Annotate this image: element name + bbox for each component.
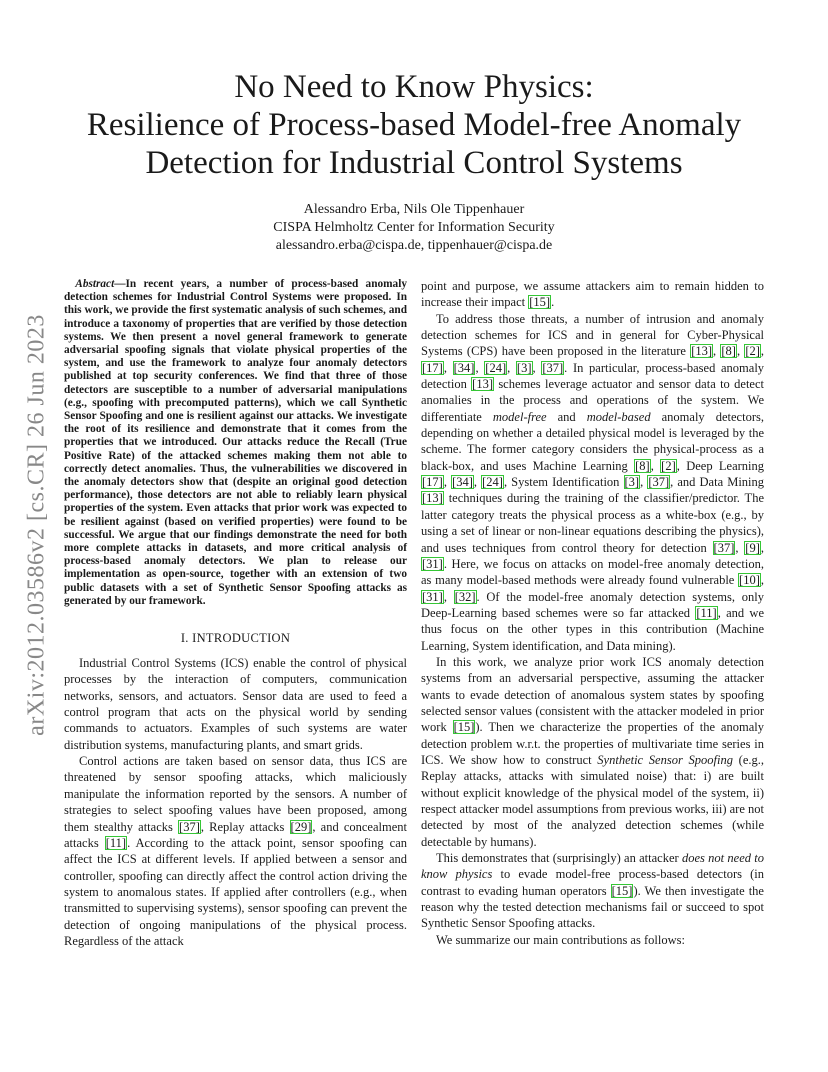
right-column — [421, 278, 764, 948]
citation-link[interactable]: [9] — [745, 540, 760, 555]
citation-link[interactable]: [37] — [542, 360, 564, 375]
intro-paragraph-2: Control actions are taken based on sensor data, thus ICS are threatened by sensor spoofing attacks, which maliciously manipulate the information reported by the sensors. A number of strategies to select spoofing values have been proposed, among them stealthy attacks [37], Replay attacks [29], and concealment attacks [11]. According to the attack point, sensor spoofing can affect the ICS at different levels. If applied between a sensor and controller, spoofing can directly affect the control action driving the system to anomalous states. If applied after controllers (e.g., when transmitted to supervising systems), sensor spoofing can prevent the detection of ongoing manipulations of the physical process. Regardless of the attack — [64, 754, 408, 948]
citation-link[interactable]: [15] — [611, 883, 633, 898]
citation-link[interactable]: [13] — [691, 344, 713, 359]
citation-link[interactable]: [11] — [696, 605, 717, 620]
left-column — [64, 278, 407, 949]
title-line-2: Resilience of Process-based Model-free Anomaly — [86, 107, 742, 143]
intro-paragraph-2-continued: point and purpose, we assume attackers aim to remain hidden to increase their impact [15]. — [421, 279, 764, 310]
intro-paragraph-6: We summarize our main contributions as follows: — [436, 932, 685, 947]
arxiv-identifier: arXiv:2012.03586v2 [cs.CR] 26 Jun 2023 — [23, 314, 50, 736]
author-names: Alessandro Erba, Nils Ole Tippenhauer — [303, 202, 525, 217]
citation-link[interactable]: [37] — [713, 540, 735, 555]
citation-link[interactable]: [2] — [661, 458, 676, 473]
citation-link[interactable]: [37] — [648, 475, 670, 490]
citation-link[interactable]: [17] — [422, 360, 443, 375]
citation-link[interactable]: [31] — [422, 589, 443, 604]
paper-title — [64, 68, 764, 182]
title-line-3: Detection for Industrial Control Systems — [145, 145, 683, 181]
citation-link[interactable]: [10] — [739, 573, 760, 588]
abstract-text: —In recent years, a number of process-based anomaly detection schemes for Industrial Control Systems were proposed. In this work, we provide the first systematic analysis of such schemes, and introduce a taxonomy of properties that are verified by those detection systems. We then present a novel general framework to generate adversarial spoofing signals that violate physical properties of the system, and use the framework to analyze four anomaly detectors published at top security conferences. We find that three of those detectors are susceptible to a number of adversarial manipulations (e.g., spoofing with precomputed patterns), which we call Synthetic Sensor Spoofing and one is resilient against our attacks. We investigate the root of its resilience and demonstrate that it comes from the properties that we introduced. Our attacks reduce the Recall (True Positive Rate) of the attacked schemes making them not able to correctly detect anomalies. Thus, the vulnerabilities we discovered in the anomaly detectors show that (despite an original good detection performance), those detectors are not able to reliably learn physical properties of the system. Even attacks that prior work was expected to be resilient against (based on verified properties) were found to be successful. We argue that our findings demonstrate the need for both more complete attacks in datasets, and more critical analysis of process-based anomaly detectors. We plan to release our implementation as open-source, together with an extension of two public datasets with a set of Synthetic Sensor Spoofing attacks as generated by our framework. — [64, 278, 407, 607]
citation-link[interactable]: [2] — [745, 344, 760, 359]
abstract-label: Abstract — [75, 278, 115, 290]
citation-link[interactable]: [24] — [485, 360, 507, 375]
intro-paragraph-4: In this work, we analyze prior work ICS anomaly detection systems from an adversarial perspective, assuming the attacker wants to evade detection of anomalous system states by spoofing selected sensor values (consistent with the attacker modeled in prior work [15]). Then we characterize the properties of the anomaly detection problem w.r.t. the properties of multivariate time series in ICS. We show how to construct Synthetic Sensor Spoofing (e.g., Replay attacks, attacks with simulated noise) that: i) are built without explicit knowledge of the physical model of the system, ii) respect attacker model assumptions from previous works, iii) are not detected by most of the analyzed detection schemes (while detectable by humans). — [421, 654, 764, 849]
author-block — [64, 201, 764, 255]
intro-paragraph-1: Industrial Control Systems (ICS) enable the control of physical processes by the interaction of computers, communication networks, sensors, and actuators. Sensor data are used to feed a control program that acts on the physical world by sending commands to actuators. Examples of such systems are water distribution systems, manufacturing plants, and smart grids. — [64, 656, 407, 752]
intro-paragraph-3: To address those threats, a number of intrusion and anomaly detection schemes for ICS and in general for Cyber-Physical Systems (CPS) have been proposed in the literature [13], [8], [2], [17], [34], [24], [3], [37]. In particular, process-based anomaly detection [13] schemes leverage actuator and sensor data to detect anomalies in the process and operations of the system. We differentiate model-free and model-based anomaly detectors, depending on whether a detailed physical model is leveraged by the scheme. The former category considers the physical-process as a black-box, and uses Machine Learning [8], [2], Deep Learning [17], [34], [24], System Identification [3], [37], and Data Mining [13] techniques during the training of the classifier/predictor. The latter category treats the physical process as a white-box (e.g., by using a set of linear or non-linear equations describing the physics), and uses techniques from control theory for detection [37], [9], [31]. Here, we focus on attacks on model-free anomaly detection, as many model-based methods were already found vulnerable [10], [31], [32]. Of the model-free anomaly detection systems, only Deep-Learning based schemes were so far attacked [11], and we thus focus on the other types in this contribution (Machine Learning, System identification, and Data mining). — [421, 311, 765, 653]
citation-link[interactable]: [8] — [721, 344, 736, 359]
intro-paragraph-5: This demonstrates that (surprisingly) an attacker does not need to know physics to evade model-free process-based detectors (in contrast to evading human operators [15]). We then investigate the reason why the tested detection mechanisms fail or succeed to spot Synthetic Sensor Spoofing attacks. — [421, 851, 764, 931]
citation-link[interactable]: [34] — [453, 360, 475, 375]
citation-link[interactable]: [3] — [516, 360, 532, 375]
citation-link[interactable]: [15] — [453, 720, 475, 735]
citation-link[interactable]: [31] — [422, 556, 443, 571]
citation-link[interactable]: [32] — [454, 589, 476, 604]
citation-link[interactable]: [13] — [472, 377, 493, 392]
citation-link[interactable]: [17] — [422, 475, 443, 490]
citation-link[interactable]: [8] — [635, 458, 650, 473]
abstract — [64, 278, 407, 608]
author-affiliation: CISPA Helmholtz Center for Information Security — [273, 220, 555, 235]
arxiv-sidebar-stamp — [22, 290, 52, 760]
citation-link[interactable]: [24] — [482, 475, 503, 490]
citation-link[interactable]: [29] — [290, 819, 312, 834]
citation-link[interactable]: [34] — [452, 475, 473, 490]
citation-link[interactable]: [15] — [529, 295, 551, 310]
title-line-1: No Need to Know Physics: — [234, 69, 594, 105]
citation-link[interactable]: [37] — [179, 819, 200, 834]
citation-link[interactable]: [11] — [105, 835, 127, 850]
citation-link[interactable]: [13] — [422, 491, 443, 506]
section-heading-introduction: I. INTRODUCTION — [180, 631, 291, 646]
citation-link[interactable]: [3] — [624, 475, 640, 490]
author-emails: alessandro.erba@cispa.de, tippenhauer@cispa.de — [275, 238, 553, 253]
